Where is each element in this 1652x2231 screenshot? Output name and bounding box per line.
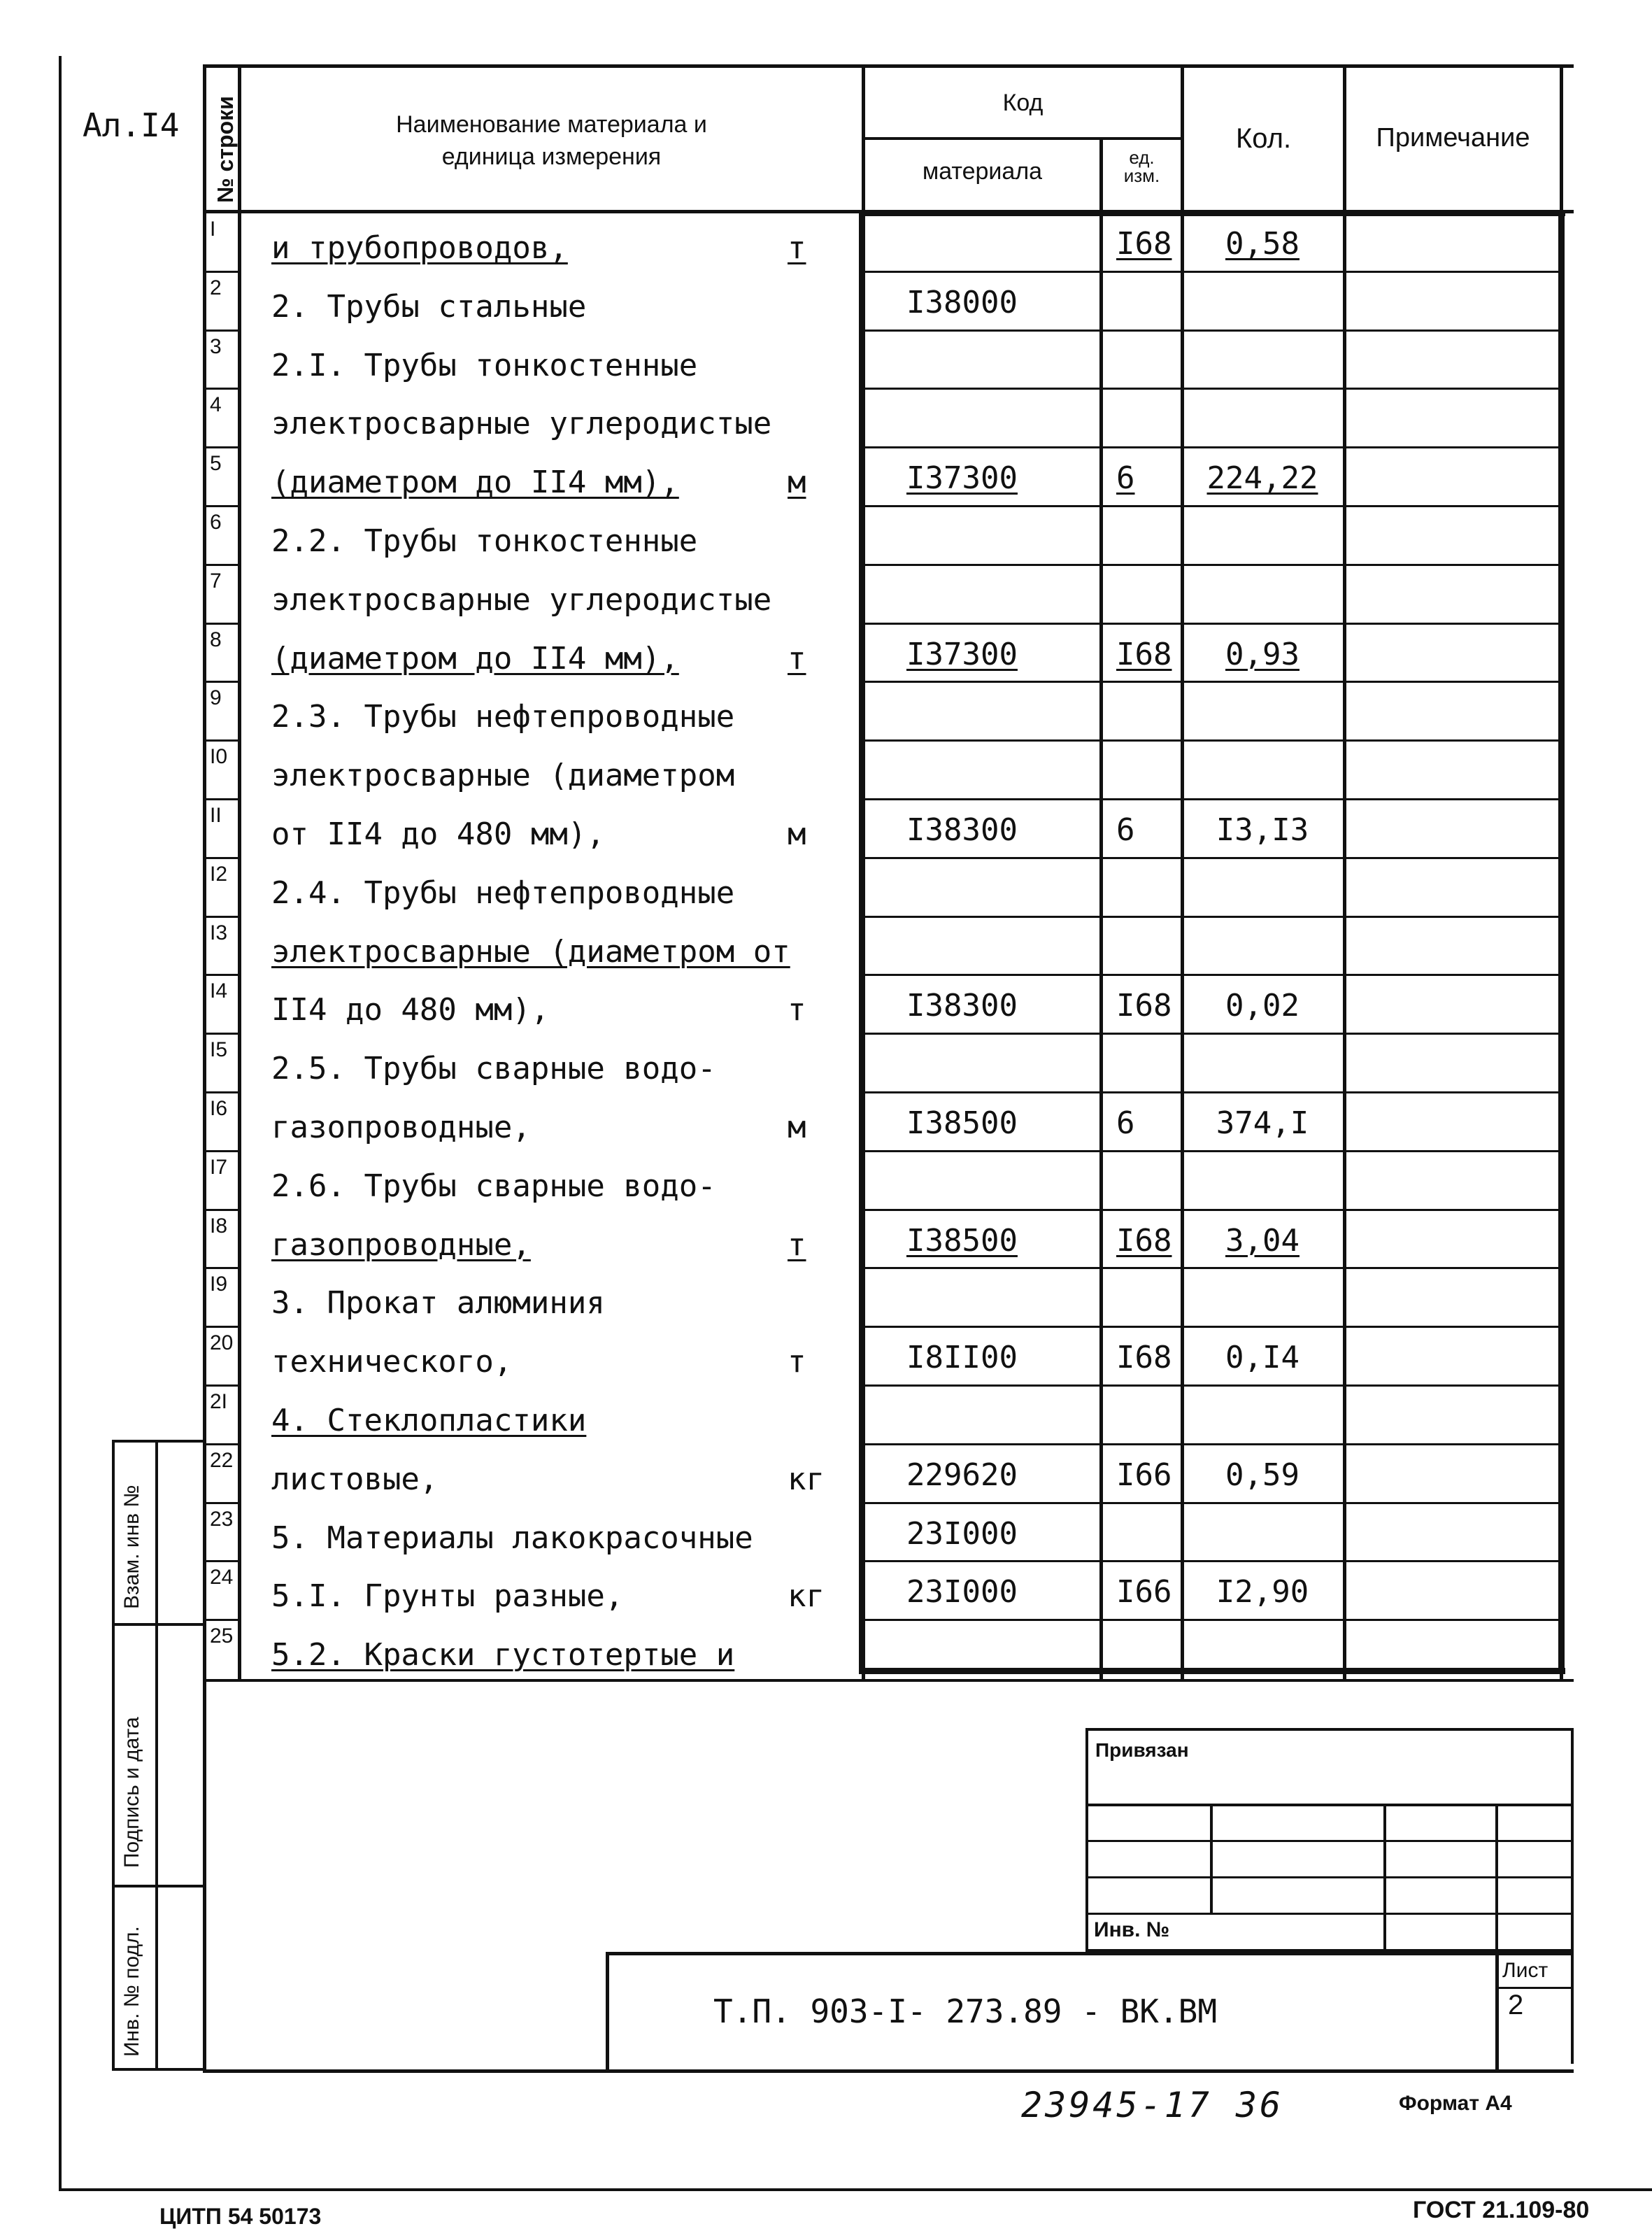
material-name: газопроводные, <box>271 1226 531 1263</box>
unit-name: т <box>788 992 806 1028</box>
quantity: I2,90 <box>1216 1574 1309 1610</box>
row-number: 25 <box>210 1624 234 1648</box>
material-code: 23I000 <box>906 1574 1018 1610</box>
unit-name: м <box>788 1110 806 1145</box>
row-number: 5 <box>210 452 222 476</box>
row-number: 9 <box>210 686 222 710</box>
quantity: 0,I4 <box>1225 1340 1299 1376</box>
table-row <box>0 917 1652 976</box>
row-number: 8 <box>210 628 222 651</box>
row-number: 2I <box>210 1390 228 1413</box>
unit-code: I66 <box>1116 1457 1172 1493</box>
table-row <box>0 1093 1652 1152</box>
material-code: I38500 <box>906 1105 1018 1141</box>
material-name: II4 до 480 мм), <box>271 992 550 1028</box>
material-name: газопроводные, <box>271 1110 531 1145</box>
row-number: I2 <box>210 862 228 886</box>
quantity: 224,22 <box>1206 460 1318 497</box>
unit-name: кг <box>788 1461 825 1497</box>
quantity: 3,04 <box>1225 1222 1299 1259</box>
document-designation: Т.П. 903-I- 273.89 - ВК.ВМ <box>713 1992 1218 2030</box>
table-row <box>0 1445 1652 1503</box>
material-name: 5. Материалы лакокрасочные <box>271 1520 753 1556</box>
sheet-label-list: Лист <box>1502 1959 1548 1982</box>
printer-code: ЦИТП 54 50173 <box>159 2204 322 2229</box>
material-code: 23I000 <box>906 1515 1018 1552</box>
table-row <box>0 389 1652 448</box>
row-number: 7 <box>210 569 222 593</box>
inventory-no-label: Инв. № <box>1094 1918 1170 1941</box>
row-number: I9 <box>210 1273 228 1296</box>
material-name: 5.2. Краски густотертые и <box>271 1637 735 1673</box>
row-number: I8 <box>210 1214 228 1238</box>
material-name: (диаметром до II4 мм), <box>271 465 679 501</box>
table-row <box>0 272 1652 331</box>
row-number: I3 <box>210 921 228 944</box>
row-number: 22 <box>210 1448 234 1472</box>
quantity: 374,I <box>1216 1105 1309 1141</box>
col-header-code: Код <box>1002 90 1044 116</box>
material-name: 2.4. Трубы нефтепроводные <box>271 874 735 911</box>
row-number: II <box>210 804 222 827</box>
bound-label: Привязан <box>1095 1739 1189 1761</box>
material-name: листовые, <box>271 1461 439 1497</box>
row-number: 2 <box>210 276 222 299</box>
material-name: 2.6. Трубы сварные водо- <box>271 1168 716 1204</box>
material-code: I38500 <box>906 1222 1018 1259</box>
unit-name: т <box>788 640 806 677</box>
col-header-notes: Примечание <box>1376 123 1530 153</box>
material-name: технического, <box>271 1344 513 1380</box>
row-number: 23 <box>210 1507 234 1531</box>
col-header-unit-code: ед. изм. <box>1123 147 1160 186</box>
quantity: 0,02 <box>1225 988 1299 1024</box>
material-name: электросварные углеродистые <box>271 581 772 618</box>
row-number: 24 <box>210 1566 234 1589</box>
material-name: электросварные (диаметром от <box>271 933 790 970</box>
table-row <box>0 507 1652 565</box>
table-row <box>0 565 1652 624</box>
gost-reference: ГОСТ 21.109-80 <box>1413 2197 1590 2223</box>
table-row <box>0 213 1652 272</box>
margin-label-original-inv: Инв. № подл. <box>120 1926 143 2057</box>
unit-code: I68 <box>1116 636 1172 672</box>
material-name: 5.I. Грунты разные, <box>271 1578 624 1615</box>
row-number: I6 <box>210 1097 228 1120</box>
row-number: I7 <box>210 1155 228 1179</box>
unit-code: I68 <box>1116 1340 1172 1376</box>
unit-code: 6 <box>1116 812 1135 848</box>
unit-code: 6 <box>1116 1105 1135 1141</box>
row-number: I <box>210 218 216 241</box>
col-header-row-number: № строки <box>213 96 238 203</box>
row-number: I0 <box>210 745 228 769</box>
table-row <box>0 448 1652 507</box>
material-name: электросварные углеродистые <box>271 406 772 442</box>
material-code: 229620 <box>906 1457 1018 1493</box>
row-number: 6 <box>210 511 222 534</box>
table-row <box>0 1620 1652 1679</box>
table-row <box>0 1152 1652 1210</box>
table-row <box>0 1503 1652 1562</box>
material-code: I37300 <box>906 460 1018 497</box>
quantity: 0,93 <box>1225 636 1299 672</box>
material-code: I38300 <box>906 988 1018 1024</box>
table-row <box>0 624 1652 683</box>
quantity: I3,I3 <box>1216 812 1309 848</box>
sheet-label: Ал.І4 <box>83 106 180 144</box>
table-row <box>0 975 1652 1034</box>
row-number: 3 <box>210 334 222 358</box>
margin-label-signature-date: Подпись и дата <box>120 1717 143 1868</box>
table-row <box>0 858 1652 917</box>
unit-name: кг <box>788 1578 825 1615</box>
quantity: 0,59 <box>1225 1457 1299 1493</box>
material-name: электросварные (диаметром <box>271 758 735 794</box>
unit-code: I68 <box>1116 1222 1172 1259</box>
table-row <box>0 800 1652 858</box>
row-number: I4 <box>210 979 228 1003</box>
table-row <box>0 1386 1652 1445</box>
table-row <box>0 1210 1652 1269</box>
table-row <box>0 741 1652 800</box>
unit-name: м <box>788 816 806 852</box>
col-header-material-code: материала <box>922 158 1043 185</box>
material-name: 2.3. Трубы нефтепроводные <box>271 699 735 735</box>
material-code: I38300 <box>906 812 1018 848</box>
sheet-number: 2 <box>1508 1990 1524 2020</box>
material-name: 2.2. Трубы тонкостенные <box>271 523 698 559</box>
material-code: I38000 <box>906 284 1018 320</box>
unit-code: I66 <box>1116 1574 1172 1610</box>
material-name: 3. Прокат алюминия <box>271 1285 605 1322</box>
margin-label-replacement-inv: Взам. инв № <box>120 1485 143 1609</box>
sheet-bottom-border <box>59 2188 1652 2191</box>
format-label: Формат А4 <box>1399 2092 1512 2115</box>
material-code: I8II00 <box>906 1340 1018 1376</box>
material-name: и трубопроводов, <box>271 230 568 266</box>
unit-code: 6 <box>1116 460 1135 497</box>
table-row <box>0 1327 1652 1386</box>
row-number: I5 <box>210 1038 228 1062</box>
material-code: I37300 <box>906 636 1018 672</box>
col-header-quantity: Кол. <box>1235 123 1292 154</box>
table-row <box>0 1561 1652 1620</box>
unit-code: I68 <box>1116 988 1172 1024</box>
material-name: 4. Стеклопластики <box>271 1403 587 1438</box>
col-header-name: Наименование материала и единица измерения <box>396 111 707 170</box>
unit-code: I68 <box>1116 226 1172 262</box>
row-number: 4 <box>210 393 222 417</box>
quantity: 0,58 <box>1225 226 1299 262</box>
unit-name: т <box>788 1226 806 1263</box>
unit-name: м <box>788 465 806 501</box>
material-name: (диаметром до II4 мм), <box>271 640 679 677</box>
handwritten-number: 23945-17 36 <box>1021 2085 1284 2125</box>
material-name: от II4 до 480 мм), <box>271 816 605 852</box>
material-name: 2. Трубы стальные <box>271 288 587 325</box>
table-row <box>0 682 1652 741</box>
material-name: 2.I. Трубы тонкостенные <box>271 347 698 383</box>
row-number: 20 <box>210 1331 234 1355</box>
unit-name: т <box>788 1344 806 1380</box>
unit-name: т <box>788 230 806 266</box>
table-row <box>0 1034 1652 1093</box>
material-name: 2.5. Трубы сварные водо- <box>271 1051 716 1087</box>
table-row <box>0 331 1652 390</box>
table-row <box>0 1268 1652 1327</box>
